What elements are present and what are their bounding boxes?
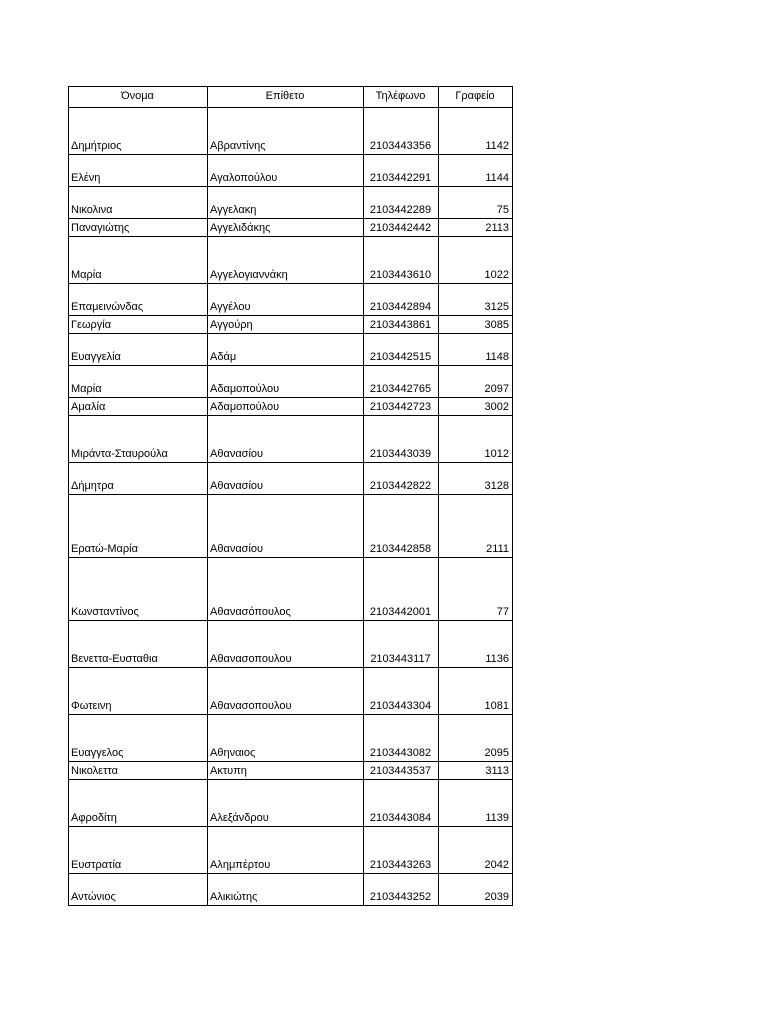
cell-office: 1022 xyxy=(439,237,513,284)
cell-surname: Αθανασοπουλου xyxy=(208,668,364,715)
cell-phone: 2103443610 xyxy=(364,237,439,284)
cell-phone: 2103442289 xyxy=(364,187,439,219)
cell-office: 3125 xyxy=(439,284,513,316)
cell-office: 1142 xyxy=(439,108,513,155)
cell-surname: Αλικιώτης xyxy=(208,874,364,906)
cell-name: Αμαλία xyxy=(69,398,208,416)
cell-surname: Αλεξάνδρου xyxy=(208,780,364,827)
table-row xyxy=(69,366,513,398)
cell-surname: Αθανασίου xyxy=(208,495,364,558)
cell-office: 2111 xyxy=(439,495,513,558)
cell-surname: Ακτυπη xyxy=(208,762,364,780)
cell-phone: 2103442001 xyxy=(364,558,439,621)
cell-name: Φωτεινη xyxy=(69,668,208,715)
header-name: Όνομα xyxy=(69,87,208,108)
cell-surname: Αθανασόπουλος xyxy=(208,558,364,621)
cell-name: Μιράντα-Σταυρούλα xyxy=(69,416,208,463)
cell-surname: Αγγελογιαννάκη xyxy=(208,237,364,284)
cell-office: 1139 xyxy=(439,780,513,827)
cell-name: Παναγιώτης xyxy=(69,219,208,237)
cell-phone: 2103442723 xyxy=(364,398,439,416)
header-office: Γραφείο xyxy=(439,87,513,108)
cell-office: 75 xyxy=(439,187,513,219)
table-row xyxy=(69,621,513,668)
cell-phone: 2103443263 xyxy=(364,827,439,874)
cell-surname: Αθανασοπουλου xyxy=(208,621,364,668)
cell-office: 3002 xyxy=(439,398,513,416)
cell-phone: 2103442858 xyxy=(364,495,439,558)
cell-surname: Αλημπέρτου xyxy=(208,827,364,874)
cell-surname: Αγγελακη xyxy=(208,187,364,219)
cell-office: 1144 xyxy=(439,155,513,187)
cell-phone: 2103443356 xyxy=(364,108,439,155)
cell-surname: Αδάμ xyxy=(208,334,364,366)
cell-name: Μαρία xyxy=(69,366,208,398)
cell-surname: Αθανασίου xyxy=(208,416,364,463)
cell-office: 1136 xyxy=(439,621,513,668)
cell-phone: 2103443537 xyxy=(364,762,439,780)
cell-surname: Αδαμοπούλου xyxy=(208,398,364,416)
cell-phone: 2103443039 xyxy=(364,416,439,463)
table-row xyxy=(69,416,513,463)
cell-phone: 2103443084 xyxy=(364,780,439,827)
cell-name: Νικολεττα xyxy=(69,762,208,780)
cell-phone: 2103443117 xyxy=(364,621,439,668)
header-phone: Τηλέφωνο xyxy=(364,87,439,108)
table-row xyxy=(69,187,513,219)
cell-name: Αφροδίτη xyxy=(69,780,208,827)
table-row xyxy=(69,155,513,187)
cell-name: Γεωργία xyxy=(69,316,208,334)
cell-phone: 2103443861 xyxy=(364,316,439,334)
cell-name: Βενεττα-Ευσταθια xyxy=(69,621,208,668)
header-row xyxy=(69,87,513,108)
table-row xyxy=(69,316,513,334)
cell-name: Ελένη xyxy=(69,155,208,187)
cell-phone: 2103443082 xyxy=(364,715,439,762)
table-row xyxy=(69,284,513,316)
table-row xyxy=(69,398,513,416)
cell-office: 2097 xyxy=(439,366,513,398)
cell-office: 3085 xyxy=(439,316,513,334)
cell-office: 3113 xyxy=(439,762,513,780)
table-row xyxy=(69,762,513,780)
cell-office: 2113 xyxy=(439,219,513,237)
cell-surname: Αγγελιδάκης xyxy=(208,219,364,237)
cell-surname: Αβραντίνης xyxy=(208,108,364,155)
cell-phone: 2103442515 xyxy=(364,334,439,366)
cell-surname: Αθηναιος xyxy=(208,715,364,762)
cell-office: 1148 xyxy=(439,334,513,366)
cell-phone: 2103443304 xyxy=(364,668,439,715)
table-row xyxy=(69,237,513,284)
table-row xyxy=(69,219,513,237)
cell-name: Ευστρατία xyxy=(69,827,208,874)
cell-office: 3128 xyxy=(439,463,513,495)
cell-surname: Αδαμοπούλου xyxy=(208,366,364,398)
table-row xyxy=(69,715,513,762)
cell-name: Αντώνιος xyxy=(69,874,208,906)
cell-name: Μαρία xyxy=(69,237,208,284)
cell-name: Δημήτριος xyxy=(69,108,208,155)
cell-surname: Αγγούρη xyxy=(208,316,364,334)
cell-office: 1081 xyxy=(439,668,513,715)
table-row xyxy=(69,108,513,155)
cell-name: Ευαγγελία xyxy=(69,334,208,366)
cell-name: Δήμητρα xyxy=(69,463,208,495)
cell-name: Ερατώ-Μαρία xyxy=(69,495,208,558)
cell-name: Νικολινα xyxy=(69,187,208,219)
cell-office: 2042 xyxy=(439,827,513,874)
table-row xyxy=(69,827,513,874)
cell-office: 2095 xyxy=(439,715,513,762)
cell-phone: 2103442894 xyxy=(364,284,439,316)
cell-phone: 2103442765 xyxy=(364,366,439,398)
cell-office: 1012 xyxy=(439,416,513,463)
table-row xyxy=(69,334,513,366)
table-row xyxy=(69,558,513,621)
cell-surname: Αθανασίου xyxy=(208,463,364,495)
table-header xyxy=(69,87,513,108)
cell-phone: 2103442442 xyxy=(364,219,439,237)
cell-name: Κωνσταντίνος xyxy=(69,558,208,621)
table-body xyxy=(69,108,513,906)
table-row xyxy=(69,874,513,906)
cell-phone: 2103442822 xyxy=(364,463,439,495)
cell-surname: Αγαλοπούλου xyxy=(208,155,364,187)
cell-phone: 2103442291 xyxy=(364,155,439,187)
cell-phone: 2103443252 xyxy=(364,874,439,906)
header-surname: Επίθετο xyxy=(208,87,364,108)
directory-table xyxy=(68,86,513,906)
table-row xyxy=(69,495,513,558)
cell-surname: Αγγέλου xyxy=(208,284,364,316)
cell-name: Επαμεινώνδας xyxy=(69,284,208,316)
table-row xyxy=(69,668,513,715)
cell-office: 2039 xyxy=(439,874,513,906)
cell-name: Ευαγγελος xyxy=(69,715,208,762)
table-row xyxy=(69,463,513,495)
cell-office: 77 xyxy=(439,558,513,621)
table-row xyxy=(69,780,513,827)
